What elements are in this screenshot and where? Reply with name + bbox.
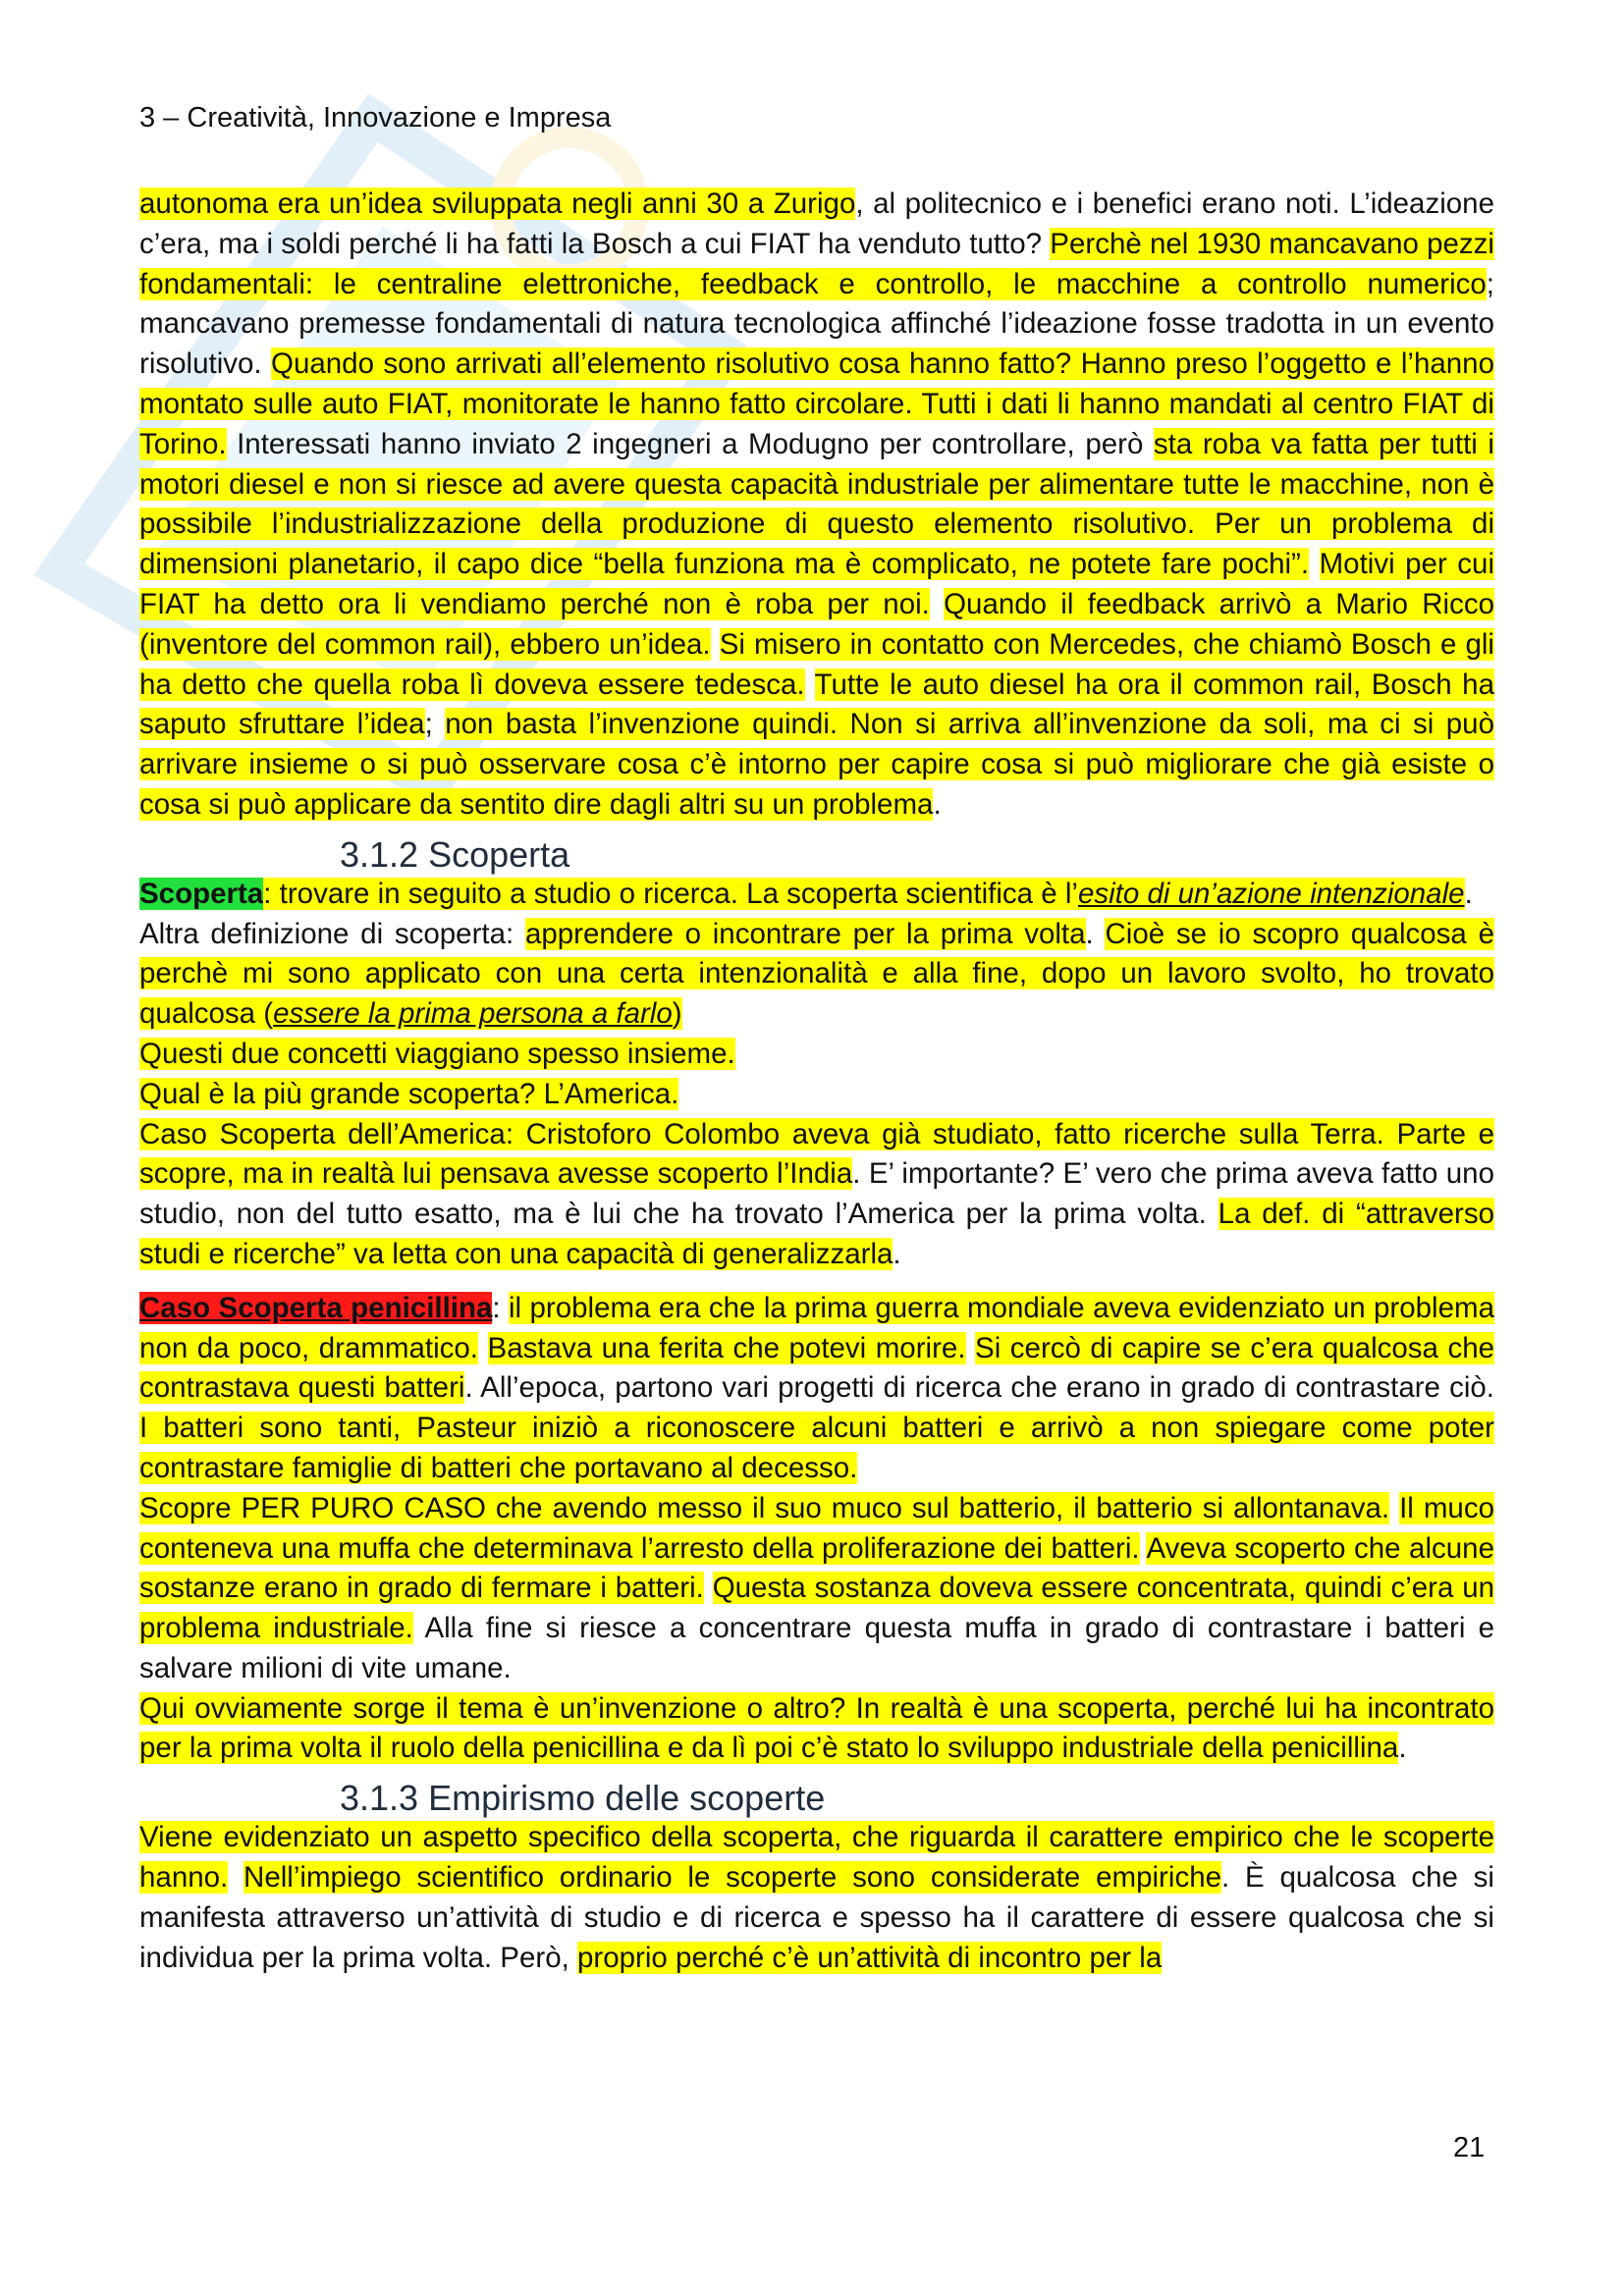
biggest-discovery-line: Qual è la più grande scoperta? L’America. (139, 1077, 679, 1110)
running-header: 3 – Creatività, Innovazione e Impresa (139, 102, 612, 133)
penicillin-case-paragraph: Caso Scoperta penicillina: il problema era che la prima guerra mondiale aveva evidenziato un problema non da poco, drammatico. Bastava una ferita che potevi morire. Si cercò di capire se c’era qualcosa che contrastava questi batteri. All’epoca, partono vari progetti di ricerca che erano in grado di contrastare ciò. I batteri sono tanti, Pasteur iniziò a riconoscere alcuni batteri e arrivò a non spiegare come poter contrastare famiglie di batteri che portavano al decesso. (139, 1291, 1495, 1484)
page-body (139, 185, 1494, 1978)
empiricism-paragraph: Viene evidenziato un aspetto specifico della scoperta, che riguarda il carattere empirico che le scoperte hanno. Nell’impiego scientifico ordinario le scoperte sono considerate empiriche. È qualcosa che si manifesta attraverso un’attività di studio e di ricerca e spesso ha il carattere di essere qualcosa che si individua per la prima volta. Però, proprio perché c’è un’attività di incontro per la (139, 1821, 1494, 1974)
definition-scoperta: Scoperta: trovare in seguito a studio o ricerca. La scoperta scientifica è l’esito di un’azione intenzionale. (139, 877, 1473, 910)
page-number: 21 (1453, 2132, 1486, 2163)
section-heading-scoperta: 3.1.2 Scoperta (340, 833, 570, 875)
invention-or-discovery-paragraph: Qui ovviamente sorge il tema è un’invenzione o altro? In realtà è una scoperta, perché lui ha incontrato per la prima volta il ruolo della penicillina e da lì poi c’è stato lo sviluppo industriale della penicillina. (139, 1691, 1494, 1765)
america-case-paragraph: Caso Scoperta dell’America: Cristoforo Colombo aveva già studiato, fatto ricerche sulla Terra. Parte e scopre, ma in realtà lui pensava avesse scoperto l’India. E’ importante? E’ vero che prima aveva fatto uno studio, non del tutto esatto, ma è lui che ha trovato l’America per la prima volta. La def. di “attraverso studi e ricerche” va letta con una capacità di generalizzarla. (139, 1117, 1494, 1270)
intro-paragraph: autonoma era un’idea sviluppata negli anni 30 a Zurigo, al politecnico e i benefici erano noti. L’ideazione c’era, ma i soldi perché li ha fatti la Bosch a cui FIAT ha venduto tutto? Perchè nel 1930 mancavano pezzi fondamentali: le centraline elettroniche, feedback e controllo, le macchine a controllo numerico; mancavano premesse fondamentali di natura tecnologica affinché l’ideazione fosse tradotta in un evento risolutivo. Quando sono arrivati all’elemento risolutivo cosa hanno fatto? Hanno preso l’oggetto e l’hanno montato sulle auto FIAT, monitorate le hanno fatto circolare. Tutti i dati li hanno mandati al centro FIAT di Torino. Interessati hanno inviato 2 ingegneri a Modugno per controllare, però sta roba va fatta per tutti i motori diesel e non si riesce ad avere questa capacità industriale per alimentare tutte le macchine, non è possibile l’industrializzazione della produzione di questo elemento risolutivo. Per un problema di dimensioni planetario, il capo dice “bella funziona ma è complicato, ne potete fare pochi”. Motivi per cui FIAT ha detto ora li vendiamo perché non è roba per noi. Quando il feedback arrivò a Mario Ricco (inventore del common rail), ebbero un’idea. Si misero in contatto con Mercedes, che chiamò Bosch e gli ha detto che quella roba lì doveva essere tedesca. Tutte le auto diesel ha ora il common rail, Bosch ha saputo sfruttare l’idea; non basta l’invenzione quindi. Non si arriva all’invenzione da soli, ma ci si può arrivare insieme o si può osservare cosa c’è intorno per capire cosa si può migliorare che già esiste o cosa si può applicare da sentito dire dagli altri su un problema. (139, 187, 1494, 821)
section-heading-empirismo: 3.1.3 Empirismo delle scoperte (340, 1778, 826, 1819)
alternative-definition: Altra definizione di scoperta: apprendere o incontrare per la prima volta. Cioè se io scopro qualcosa è perchè mi sono applicato con una certa intenzionalità e alla fine, dopo un lavoro svolto, ho trovato qualcosa (essere la prima persona a farlo) (139, 917, 1494, 1031)
concepts-together-line: Questi due concetti viaggiano spesso insieme. (139, 1037, 735, 1070)
pure-chance-paragraph: Scopre PER PURO CASO che avendo messo il suo muco sul batterio, il batterio si allontanava. Il muco conteneva una muffa che determinava l’arresto della proliferazione dei batteri. Aveva scoperto che alcune sostanze erano in grado di fermare i batteri. Questa sostanza doveva essere concentrata, quindi c’era un problema industriale. Alla fine si riesce a concentrare questa muffa in grado di contrastare i batteri e salvare milioni di vite umane. (139, 1491, 1495, 1684)
